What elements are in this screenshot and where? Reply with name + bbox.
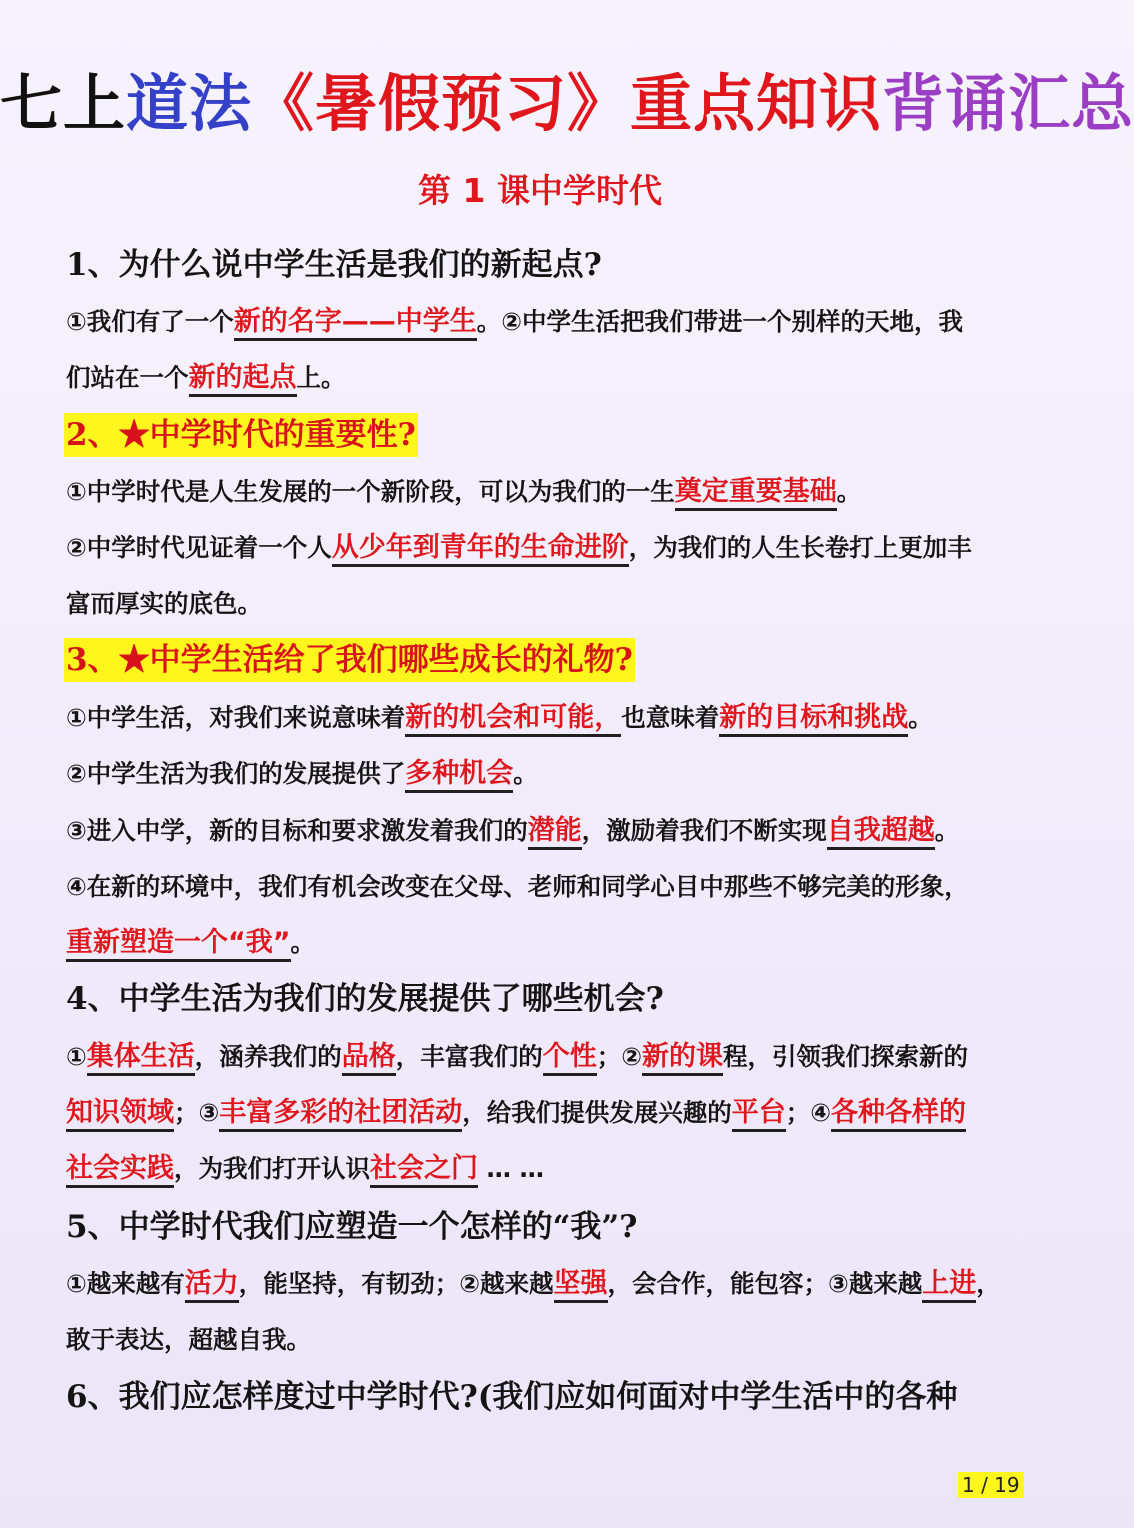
key-phrase: 坚强 <box>554 1268 608 1303</box>
page-title <box>0 62 1134 146</box>
body-text: 也意味着 <box>621 703 720 732</box>
answer-line <box>66 811 959 851</box>
key-phrase: 活力 <box>185 1268 239 1303</box>
body-text: 们站在一个 <box>66 363 189 392</box>
body-text: … … <box>478 1154 545 1183</box>
answer-line <box>66 1264 1001 1304</box>
key-phrase: 知识领域 <box>66 1097 174 1132</box>
question-heading: 4、中学生活为我们的发展提供了哪些机会? <box>66 981 664 1017</box>
body-text: ，激励着我们不断实现 <box>581 816 827 845</box>
body-text: ④在新的环境中，我们有机会改变在父母、老师和同学心目中那些不够完美的形象， <box>66 872 969 901</box>
answer-line <box>66 472 861 512</box>
answer-line <box>66 1149 544 1189</box>
body-text: 富而厚实的底色。 <box>66 589 262 618</box>
key-phrase: 上进 <box>922 1268 976 1303</box>
question-heading: 2、★中学时代的重要性? <box>64 413 418 457</box>
key-phrase: 社会实践 <box>66 1153 174 1188</box>
answer-line <box>66 1320 311 1360</box>
body-text: ，会合作，能包容；③越来越 <box>607 1269 923 1298</box>
question-heading: 6、我们应怎样度过中学时代?(我们应如何面对中学生活中的各种 <box>66 1379 958 1415</box>
question-heading: 1、为什么说中学生活是我们的新起点? <box>66 247 602 283</box>
body-text: 。 <box>836 477 862 506</box>
key-phrase: 社会之门 <box>370 1153 478 1188</box>
key-phrase: 奠定重要基础 <box>675 476 837 511</box>
key-phrase: 新的课 <box>642 1041 723 1076</box>
answer-line <box>66 923 315 963</box>
key-phrase: 各种各样的 <box>831 1097 966 1132</box>
body-text: ① <box>66 1042 87 1071</box>
body-text: ①我们有了一个 <box>66 307 234 336</box>
key-phrase: 丰富多彩的社团活动 <box>219 1097 462 1132</box>
body-text: 。 <box>934 816 960 845</box>
key-phrase: 重新塑造一个“我” <box>66 927 291 962</box>
body-text: ②中学时代见证着一个人 <box>66 533 332 562</box>
key-phrase: 品格 <box>342 1041 396 1076</box>
answer-line <box>66 754 538 794</box>
title-part-2: 道法 <box>126 67 253 140</box>
answer-line <box>66 358 346 398</box>
key-phrase: 平台 <box>732 1097 786 1132</box>
body-text: 程，引领我们探索新的 <box>723 1042 968 1071</box>
body-text: ①越来越有 <box>66 1269 185 1298</box>
answer-line <box>66 1093 966 1133</box>
answer-line <box>66 302 963 342</box>
body-text: ；② <box>596 1042 642 1071</box>
answer-line <box>66 698 933 738</box>
body-text: 。 <box>290 928 315 957</box>
question-heading: 3、★中学生活给了我们哪些成长的礼物? <box>64 638 635 682</box>
body-text: ，为我们的人生长卷打上更加丰 <box>628 533 972 562</box>
title-part-3: 《暑假预习》 <box>252 67 631 140</box>
key-phrase: 多种机会 <box>405 758 513 793</box>
body-text: 。 <box>513 759 538 788</box>
title-part-4: 重点知识 <box>630 67 883 140</box>
body-text: 上。 <box>296 363 346 392</box>
answer-line <box>66 528 972 568</box>
key-phrase: 自我超越 <box>827 815 935 850</box>
body-text: ，丰富我们的 <box>395 1042 543 1071</box>
body-text: 。 <box>908 703 933 732</box>
body-text: ；③ <box>174 1098 220 1127</box>
body-text: 敢于表达，超越自我。 <box>66 1325 311 1354</box>
body-text: ③进入中学，新的目标和要求激发着我们的 <box>66 816 528 845</box>
body-text: ①中学生活，对我们来说意味着 <box>66 703 406 732</box>
body-text: ；④ <box>785 1098 831 1127</box>
answer-line <box>66 584 262 624</box>
question-heading: 5、中学时代我们应塑造一个怎样的“我”? <box>66 1209 638 1245</box>
body-text: ②中学生活为我们的发展提供了 <box>66 759 406 788</box>
key-phrase: 潜能 <box>528 815 582 850</box>
answer-line <box>66 1037 968 1077</box>
key-phrase: 新的机会和可能， <box>405 702 621 737</box>
body-text: ，能坚持，有韧劲；②越来越 <box>238 1269 554 1298</box>
answer-line <box>66 867 969 907</box>
key-phrase: 新的名字——中学生 <box>234 306 477 341</box>
key-phrase: 集体生活 <box>87 1041 195 1076</box>
body-text: ，给我们提供发展兴趣的 <box>462 1098 732 1127</box>
body-text: ， <box>976 1269 1001 1298</box>
page-number: 1 / 19 <box>958 1472 1024 1498</box>
title-part-5: 背诵汇总 <box>882 67 1134 140</box>
key-phrase: 个性 <box>543 1041 597 1076</box>
body-text: 。②中学生活把我们带进一个别样的天地，我 <box>476 307 963 336</box>
key-phrase: 新的目标和挑战 <box>719 702 908 737</box>
body-text: ，为我们打开认识 <box>174 1154 370 1183</box>
body-text: ，涵养我们的 <box>194 1042 342 1071</box>
lesson-title: 第 1 课中学时代 <box>418 171 662 210</box>
key-phrase: 新的起点 <box>189 362 297 397</box>
key-phrase: 从少年到青年的生命进阶 <box>332 532 629 567</box>
body-text: ①中学时代是人生发展的一个新阶段，可以为我们的一生 <box>66 477 675 506</box>
title-part-1: 七上 <box>0 67 127 140</box>
